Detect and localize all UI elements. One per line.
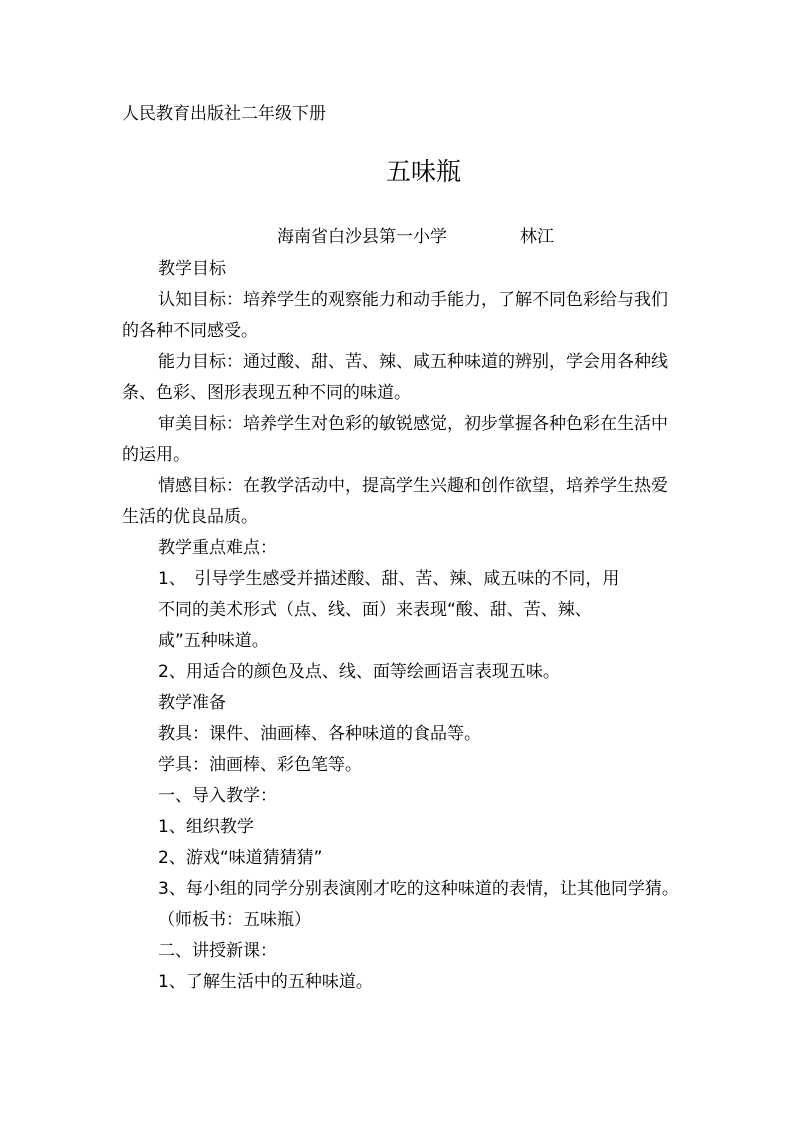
intro-step-3: 3、每小组的同学分别表演刚才吃的这种味道的表情，让其他同学猜。	[158, 879, 679, 899]
paragraph-emotional-goal: 情感目标：在教学活动中，提高学生兴趣和创作欲望，培养学生热爱生活的优良品质。	[122, 476, 668, 527]
section-heading-objectives: 教学目标	[158, 259, 226, 279]
author-school: 海南省白沙县第一小学	[277, 227, 447, 247]
paragraph-student-aids: 学具：油画棒、彩色笔等。	[158, 755, 362, 775]
paragraph-teaching-aids: 教具：课件、油画棒、各种味道的食品等。	[158, 724, 481, 744]
key-point-2: 2、用适合的颜色及点、线、面等绘画语言表现五味。	[158, 662, 560, 682]
lesson-body	[122, 254, 682, 998]
publisher-header: 人民教育出版社二年级下册	[122, 104, 326, 124]
intro-step-2: 2、游戏“味道猜猜猜”	[158, 848, 323, 868]
key-point-1-line-3: 咸”五种味道。	[158, 631, 269, 651]
paragraph-aesthetic-goal: 审美目标：培养学生对色彩的敏锐感觉，初步掌握各种色彩在生活中的运用。	[122, 414, 668, 465]
new-lesson-step-1: 1、了解生活中的五种味道。	[158, 972, 373, 992]
section-heading-introduction: 一、导入教学：	[158, 786, 277, 806]
section-heading-new-lesson: 二、讲授新课：	[158, 941, 277, 961]
paragraph-ability-goal: 能力目标：通过酸、甜、苦、辣、咸五种味道的辨别，学会用各种线条、色彩、图形表现五种不同的味道。	[122, 352, 668, 403]
section-heading-key-points: 教学重点难点：	[158, 538, 277, 558]
lesson-title: 五味瓶	[386, 157, 462, 186]
key-point-1-line-1: 1、 引导学生感受并描述酸、甜、苦、辣、咸五味的不同，用	[158, 569, 620, 589]
author-name: 林江	[520, 227, 554, 247]
intro-step-1: 1、组织教学	[158, 817, 254, 837]
board-note: （师板书：五味瓶）	[158, 910, 311, 930]
section-heading-preparation: 教学准备	[158, 693, 226, 713]
key-point-1-line-2: 不同的美术形式（点、线、面）来表现“酸、甜、苦、辣、	[158, 600, 592, 620]
paragraph-cognitive-goal: 认知目标：培养学生的观察能力和动手能力，了解不同色彩给与我们的各种不同感受。	[122, 290, 668, 341]
